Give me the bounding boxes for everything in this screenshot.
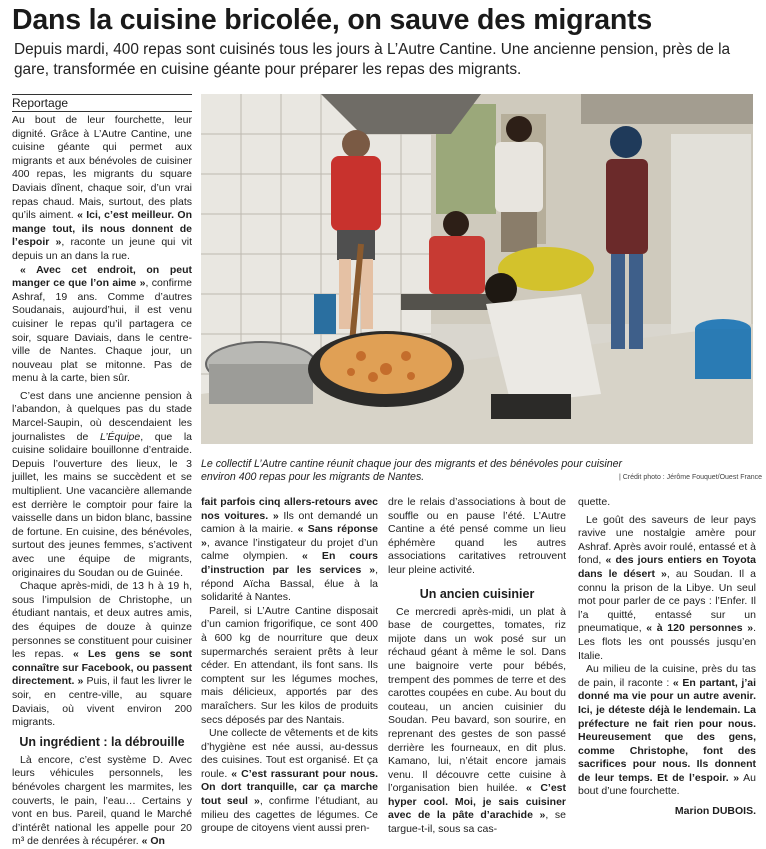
- paragraph: Au bout de leur fourchette, leur dignité. Grâce à L’Autre Cantine, une cuisine géante qui permet aux migrants et aux bénévoles de cuisiner 400 repas, les migrants du square Daviais dînent, chaque soir, d’un vrai repas chaud. Mais, surtout, des plats qu’ils aiment. « Ici, c’est meilleur. On mange tout, ils nous donnent de l’espoir », raconte un jeune qui vit depuis un an dans la rue.: [12, 114, 192, 262]
- headline: Dans la cuisine bricolée, on sauve des migrants: [12, 4, 653, 36]
- paragraph: dre le relais d’associations à bout de souffle ou en pause l’été. L’Autre Cantine a été pensé comme un lieu éphémère quand les autres associations caritatives retrouvent leur pleine activité.: [388, 496, 566, 576]
- paragraph: fait parfois cinq allers-retours avec nos voitures. » Ils ont demandé un camion à la mairie. « Sans réponse », avance l’instigateur du projet d’un calme olympien. « En cours d’instruction par les services », répond Aïcha Bassal, élue à la solidarité à Nantes.: [201, 496, 379, 604]
- paragraph: Chaque après-midi, de 13 h à 19 h, sous l’impulsion de Christophe, un étudiant nantais, et deux autres amis, des équipes de douze à quinze personnes se constituent pour cuisiner les repas. « Les gens se sont connaître sur Facebook, ou passent directement. » Puis, il faut les livrer le soir, en centre-ville, au square Daviais, où vivent environ 200 migrants.: [12, 580, 192, 729]
- paragraph: Là encore, c’est système D. Avec leurs véhicules personnels, les bénévoles chargent les marmites, les couverts, le pain, l’eau… Certains y vont en bus. Pareil, quand le Marché d’intérêt national les appelle pour 20 m³ de denrées à récupérer. « On: [12, 753, 192, 848]
- paragraph: Le goût des saveurs de leur pays ravive une nostalgie amère pour Ashraf. Après avoir roulé, entassé et à fond, « des jours entiers en Toyota dans le désert », au Soudan. Il a connu la prison de la Libye. Un seul mot pour parler de ce pays : l’Enfer. Il l’a quitté, entassé sur un pneumatique, « à 120 personnes ». Les flots les ont poussés jusqu’en Italie.: [578, 513, 757, 662]
- subheading: Un ingrédient : la débrouille: [19, 734, 185, 749]
- section-kicker: Reportage: [12, 94, 192, 112]
- column-1: [12, 114, 192, 849]
- paragraph: Pareil, si L’Autre Cantine disposait d’un camion frigorifique, ce sont 400 à 600 kg de nourriture que deux supermarchés seraient prêts à leur céder. En attendant, ils font sans. Ils comptent sur les légumes moches, mais délicieux, apportés par des maraîchers. Sur les kilos de produits secs déposés par des Nantais.: [201, 604, 378, 726]
- paragraph: Une collecte de vêtements et de kits d’hygiène est née aussi, au-dessus des cuisines. Tout est organisé. Et ça roule. « C’est rassurant pour nous. On dort tranquille, car ça marche tout seul », confirme l’étudiant, au milieu des cagettes de légumes. Ce groupe de citoyens vient aussi pren-: [201, 727, 378, 835]
- paragraph: Au milieu de la cuisine, près du tas de pain, il raconte : « En partant, j’ai donné ma vie pour un autre avenir. Ici, je déteste déjà le lendemain. La préfecture ne fait rien pour nous. Heureusement que des gens, comme Christophe, font des sacrifices pour nous. Ils donnent de leur temps. Et de l’espoir. » Au bout d’une fourchette.: [578, 663, 756, 798]
- paragraph: C’est dans une ancienne pension à l’abandon, à quelques pas du stade Marcel-Saupin, où descendaient les journalistes de L’Équipe, que la cuisine solidaire bouillonne d’entraide. Depuis l’ouverture des lieux, le 3 juillet, les mains se succèdent et se multiplient. Une vacancière allemande est derrière le comptoir pour faire la vaisselle dans un bidon blanc, bassine de fortune. En cuisine, des bénévoles, surtout des jeunes femmes, s’activent avec une équipe de migrants, originaires du Soudan ou de Guinée.: [12, 389, 192, 579]
- column-3: [388, 496, 566, 837]
- column-4: [578, 496, 756, 819]
- photo-caption: Le collectif L’Autre cantine réunit chaque jour des migrants et des bénévoles pour cuisiner environ 400 repas pour les migrants de Nantes.: [201, 458, 623, 483]
- paragraph: quette.: [578, 496, 611, 508]
- column-2: [201, 496, 378, 836]
- paragraph: « Avec cet endroit, on peut manger ce que l’on aime », confirme Ashraf, 19 ans. Comme d’autres Soudanais, aujourd’hui, il est venu cuisiner le repas qu’il partagera ce soir, square Daviais, dans le centre-ville de Nantes. Chaque jour, un nouveau plat se mitonne. Pas de menu à la carte, bien sûr.: [12, 263, 192, 385]
- standfirst: Depuis mardi, 400 repas sont cuisinés tous les jours à L’Autre Cantine. Une ancienne pension, près de la gare, transformée en cuisine géante pour préparer les repas des migrants.: [14, 41, 731, 78]
- subheading: Un ancien cuisinier: [419, 586, 535, 601]
- author-signature: Marion DUBOIS.: [674, 805, 756, 818]
- paragraph: Ce mercredi après-midi, un plat à base de courgettes, tomates, riz mijote dans un wok posé sur un réchaud géant à même le sol. Dans une baignoire verte pour bébés, trempent des pommes de terre et des carottes coupées en cube. Au bout du couteau, un ancien cuisinier du Soudan. Peu bavard, son sourire, en reprenant des gestes de son passé derrière les fourneaux, en dit plus. Kamano, lui, n’était encore jamais venu. Il découvre cette cuisine à l’organisation bien huilée. « C’est hyper cool. Moi, je sais cuisiner avec de la pâte d’arachide », se targue-t-il, sous sa cas-: [388, 605, 566, 836]
- photo-credit: | Crédit photo : Jérôme Fouquet/Ouest France: [618, 474, 762, 481]
- article-photo: [201, 94, 753, 444]
